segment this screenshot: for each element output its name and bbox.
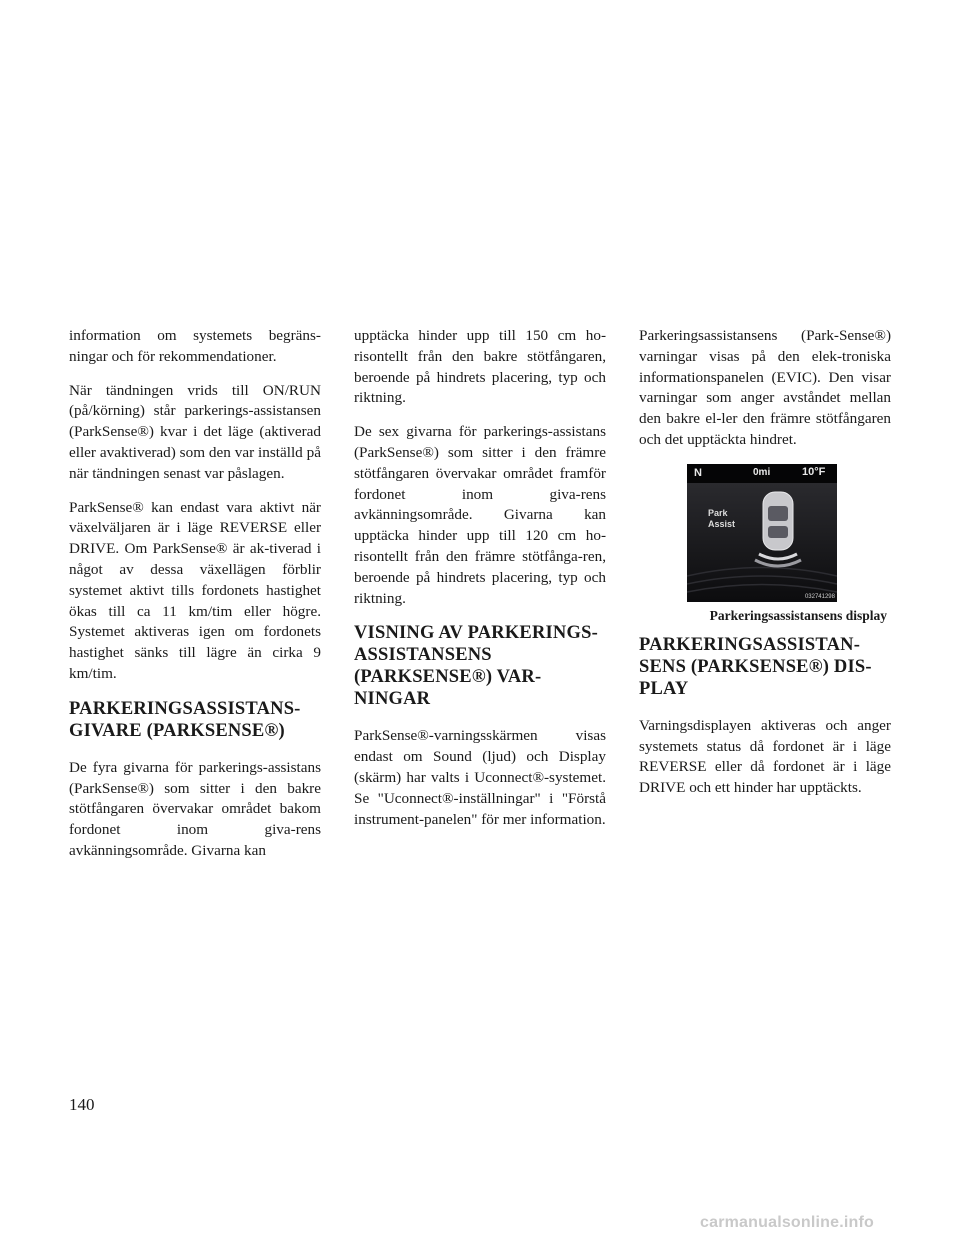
paragraph: När tändningen vrids till ON/RUN (på/körning) står parkerings-assistansen (ParkSense®) kvar i det läge (aktiverad eller avaktiverad) som den var inställd på när tändningen senast var påslagen. <box>69 381 321 482</box>
paragraph: Parkeringsassistansens (Park-Sense®) varningar visas på den elek-troniska informationspanelen (EVIC). Den visar varningar som anger avståndet mellan den bakre el-ler den främre stötfångaren och det upptäckta hindret. <box>639 327 891 448</box>
paragraph: De sex givarna för parkerings-assistans (ParkSense®) som sitter i den främre stötfångaren övervakar området framför fordonet inom giva-rens avkänningsområde. Givarna kan upptäcka hinder upp till 120 cm ho-risontellt från den främre stötfånga-ren, beroende på hindrets placering, typ och riktning. <box>354 423 606 607</box>
paragraph: upptäcka hinder upp till 150 cm ho-risontellt från den bakre stötfångaren, beroende på hindrets placering, typ och riktning. <box>354 327 606 407</box>
park-assist-label <box>708 508 735 530</box>
section-heading-sensors: PARKERINGSASSISTANS-GIVARE (PARKSENSE®) <box>69 698 301 741</box>
paragraph: De fyra givarna för parkerings-assistans (ParkSense®) som sitter i den bakre stötfångaren övervakar området bakom fordonet inom giva-rens avkänningsområde. Givarna kan <box>69 758 321 859</box>
paragraph: ParkSense®-varningsskärmen visas endast om Sound (ljud) och Display (skärm) har valts i Uconnect®-systemet. Se "Uconnect®-inställningar" i "Förstå instrument-panelen" för mer information. <box>354 727 606 828</box>
figure-caption: Parkeringsassistansens display <box>709 607 887 623</box>
park-label-line1: Park <box>708 507 728 518</box>
car-top-view-icon <box>687 464 837 602</box>
temperature-label: 10°F <box>802 465 826 478</box>
paragraph: ParkSense® kan endast vara aktivt när växelväljaren är i läge REVERSE eller DRIVE. Om ParkSense® är ak-tiverad i något av dessa växellägen förblir systemet aktivt tills fordonets hastighet ökas till ca 11 km/tim eller högre. Systemet aktiveras igen om fordonets hastighet sänks till lägre än cirka 9 km/tim. <box>69 498 321 682</box>
paragraph: information om systemets begräns-ningar och för rekommendationer. <box>69 327 321 365</box>
section-heading-warnings: VISNING AV PARKERINGS-ASSISTANSENS (PARKSENSE®) VAR-NINGAR <box>354 623 598 710</box>
distance-label: 0mi <box>753 466 771 478</box>
compass-label: N <box>694 466 702 479</box>
park-assist-display-image <box>687 464 837 602</box>
watermark: carmanualsonline.info <box>700 1214 875 1231</box>
page-number: 140 <box>69 1095 95 1114</box>
park-label-line2: Assist <box>708 518 736 529</box>
column-2 <box>354 326 606 843</box>
column-3 <box>639 326 891 812</box>
image-code: 032741298 <box>804 593 835 600</box>
section-heading-display: PARKERINGSASSISTAN-SENS (PARKSENSE®) DIS-PLAY <box>639 634 872 699</box>
paragraph: Varningsdisplayen aktiveras och anger systemets status då fordonet är i läge REVERSE eller då fordonet är i läge DRIVE och ett hinder har upptäckts. <box>639 716 891 797</box>
column-1 <box>69 326 321 875</box>
